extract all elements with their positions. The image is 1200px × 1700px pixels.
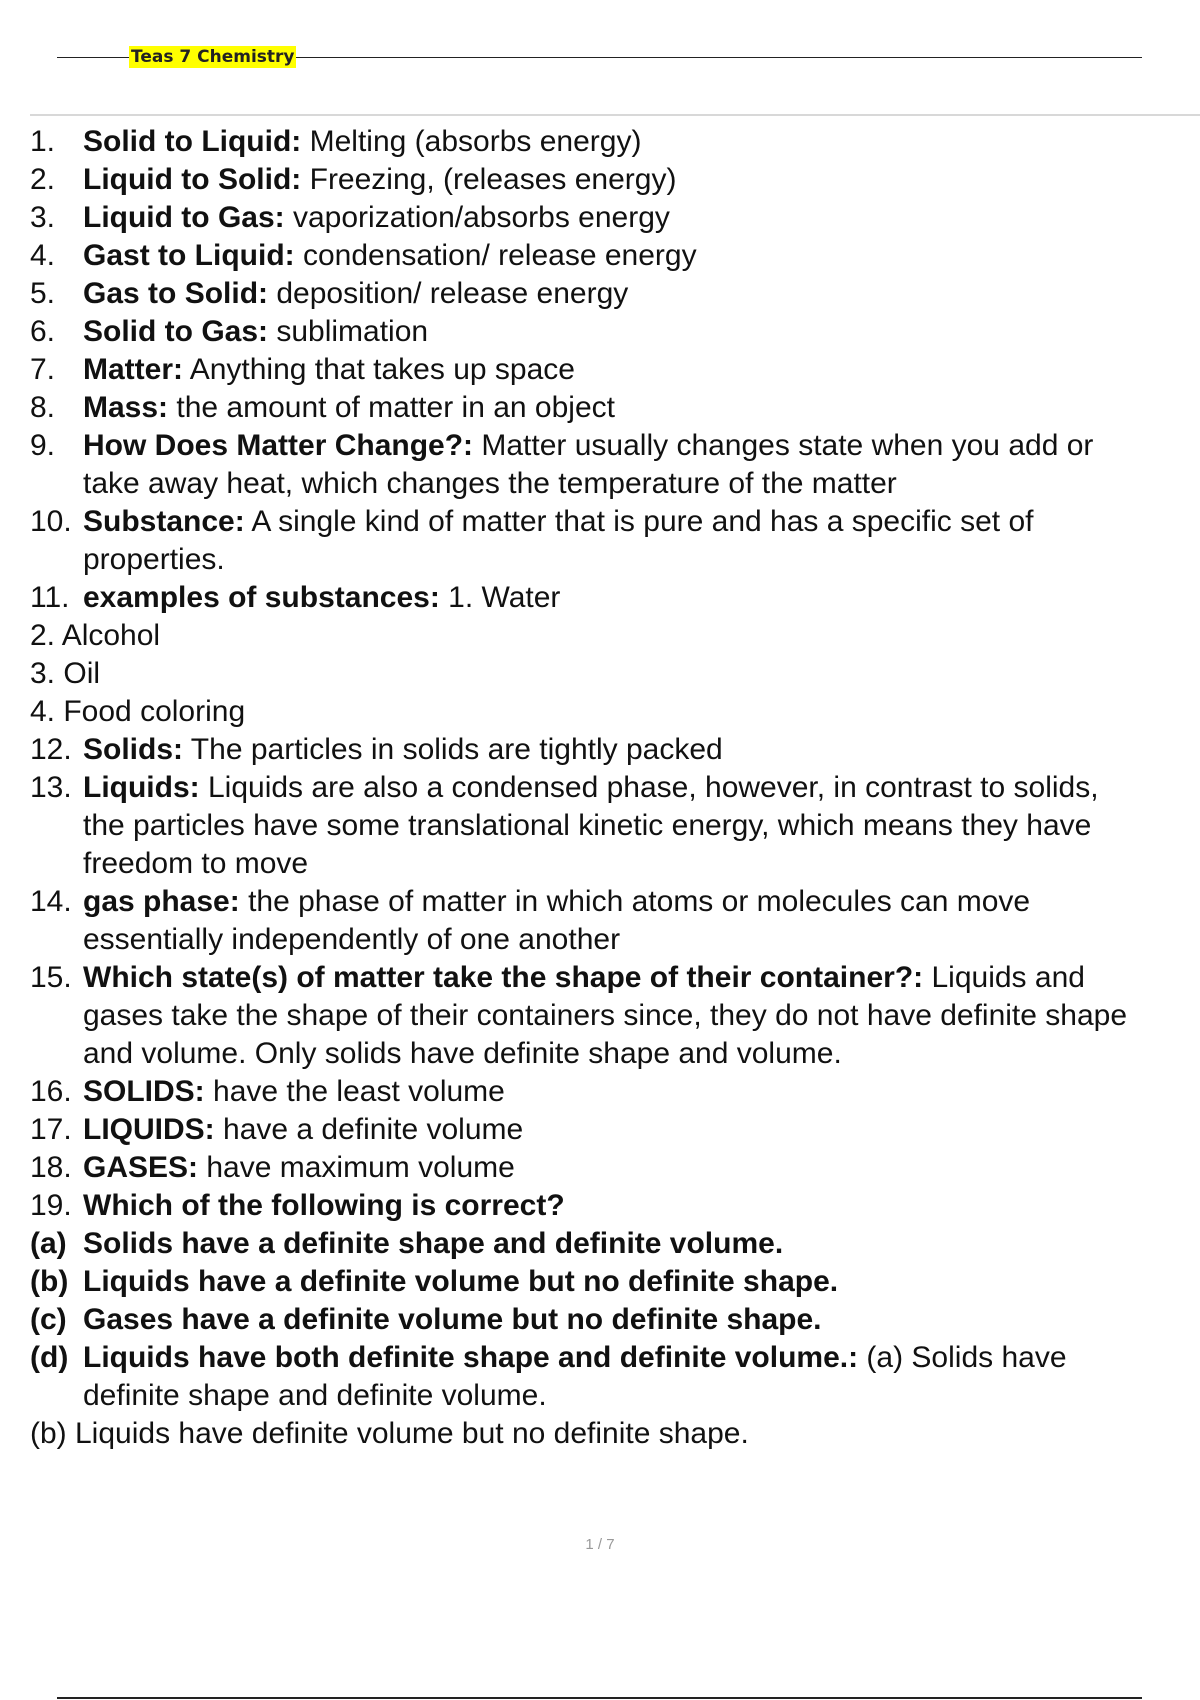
page-number: 1 / 7 — [585, 1536, 615, 1553]
list-item-continuation — [30, 541, 1200, 579]
option-text: Liquids have a definite volume but no definite shape. — [83, 1265, 839, 1298]
item-number: 5. — [30, 277, 56, 310]
list-item — [30, 313, 1200, 351]
item-definition-continued: freedom to move — [83, 847, 309, 880]
sub-item: 4. Food coloring — [30, 695, 246, 728]
item-number: 10. — [30, 505, 72, 538]
item-number: 9. — [30, 429, 56, 462]
item-definition: vaporization/absorbs energy — [284, 201, 670, 234]
item-number: 14. — [30, 885, 72, 918]
item-term: Solids: — [83, 733, 184, 766]
item-number: 4. — [30, 239, 56, 272]
item-number: 12. — [30, 733, 72, 766]
footer-rule — [57, 1697, 1142, 1699]
item-term: Solid to Gas: — [83, 315, 269, 348]
list-item-continuation — [30, 997, 1200, 1035]
item-number: 19. — [30, 1189, 72, 1222]
item-definition-continued: and volume. Only solids have definite shape and volume. — [83, 1037, 842, 1070]
item-term: SOLIDS: — [83, 1075, 205, 1108]
item-definition: condensation/ release energy — [294, 239, 697, 272]
list-item — [30, 655, 1200, 693]
item-number: 13. — [30, 771, 72, 804]
item-definition: deposition/ release energy — [268, 277, 629, 310]
item-term: How Does Matter Change?: — [83, 429, 474, 462]
list-item — [30, 351, 1200, 389]
list-item — [30, 1415, 1200, 1453]
item-term: Substance: — [83, 505, 245, 538]
list-item-continuation — [30, 1377, 1200, 1415]
list-item — [30, 123, 1200, 161]
item-number: 6. — [30, 315, 56, 348]
answer-line: (b) Liquids have definite volume but no definite shape. — [30, 1417, 749, 1450]
list-item-continuation — [30, 921, 1200, 959]
item-number: 3. — [30, 201, 56, 234]
item-number: 7. — [30, 353, 56, 386]
flashcard-list — [30, 123, 1200, 1453]
list-item — [30, 959, 1200, 997]
list-item — [30, 731, 1200, 769]
item-term: Liquid to Gas: — [83, 201, 285, 234]
item-definition: Melting (absorbs energy) — [301, 125, 642, 158]
item-definition: sublimation — [268, 315, 429, 348]
item-definition-continued: properties. — [83, 543, 225, 576]
item-definition: Liquids and — [923, 961, 1085, 994]
list-item — [30, 389, 1200, 427]
list-item-continuation — [30, 807, 1200, 845]
list-item — [30, 1339, 1200, 1377]
document-title: Teas 7 Chemistry — [131, 47, 295, 67]
option-text: Liquids have both definite shape and definite volume.: — [83, 1341, 859, 1374]
item-number: 8. — [30, 391, 56, 424]
item-definition-continued: the particles have some translational kinetic energy, which means they have — [83, 809, 1092, 842]
item-number: 18. — [30, 1151, 72, 1184]
item-term: Gast to Liquid: — [83, 239, 295, 272]
item-definition: (a) Solids have — [858, 1341, 1067, 1374]
item-definition: The particles in solids are tightly packed — [183, 733, 723, 766]
list-item — [30, 237, 1200, 275]
item-term: gas phase: — [83, 885, 240, 918]
list-item-continuation — [30, 1035, 1200, 1073]
list-item — [30, 1149, 1200, 1187]
list-item — [30, 427, 1200, 465]
item-definition-continued: gases take the shape of their containers since, they do not have definite shape — [83, 999, 1128, 1032]
item-definition: Matter usually changes state when you add or — [473, 429, 1094, 462]
item-definition-continued: essentially independently of one another — [83, 923, 621, 956]
list-item — [30, 883, 1200, 921]
item-term: examples of substances: — [83, 581, 440, 614]
item-definition: Freezing, (releases energy) — [301, 163, 677, 196]
list-item — [30, 199, 1200, 237]
item-definition: Anything that takes up space — [183, 353, 575, 386]
item-definition-continued: definite shape and definite volume. — [83, 1379, 547, 1412]
item-term: LIQUIDS: — [83, 1113, 215, 1146]
item-definition-continued: take away heat, which changes the temperature of the matter — [83, 467, 897, 500]
item-number: 15. — [30, 961, 72, 994]
item-definition: Liquids are also a condensed phase, however, in contrast to solids, — [199, 771, 1099, 804]
option-letter: (d) — [30, 1341, 69, 1374]
page-header — [57, 44, 1142, 70]
item-definition: have maximum volume — [198, 1151, 515, 1184]
item-term: Liquid to Solid: — [83, 163, 302, 196]
item-definition: the amount of matter in an object — [168, 391, 615, 424]
list-item — [30, 161, 1200, 199]
option-letter: (a) — [30, 1227, 67, 1260]
item-definition: have the least volume — [204, 1075, 505, 1108]
item-number: 2. — [30, 163, 56, 196]
list-item — [30, 769, 1200, 807]
list-item-continuation — [30, 465, 1200, 503]
sub-item: 2. Alcohol — [30, 619, 161, 652]
list-item — [30, 1225, 1200, 1263]
item-term: Gas to Solid: — [83, 277, 269, 310]
list-item — [30, 1301, 1200, 1339]
item-term: Which of the following is correct? — [83, 1189, 565, 1222]
list-item-continuation — [30, 845, 1200, 883]
item-term: Which state(s) of matter take the shape of their container?: — [83, 961, 924, 994]
item-term: GASES: — [83, 1151, 199, 1184]
list-item — [30, 503, 1200, 541]
option-text: Gases have a definite volume but no definite shape. — [83, 1303, 822, 1336]
header-separator — [30, 114, 1200, 116]
item-definition: have a definite volume — [214, 1113, 524, 1146]
item-definition: A single kind of matter that is pure and has a specific set of — [244, 505, 1034, 538]
sub-item: 3. Oil — [30, 657, 101, 690]
item-definition: the phase of matter in which atoms or molecules can move — [239, 885, 1031, 918]
item-term: Matter: — [83, 353, 184, 386]
list-item — [30, 693, 1200, 731]
item-number: 17. — [30, 1113, 72, 1146]
list-item — [30, 1073, 1200, 1111]
list-item — [30, 1111, 1200, 1149]
item-term: Solid to Liquid: — [83, 125, 302, 158]
list-item — [30, 617, 1200, 655]
option-letter: (b) — [30, 1265, 69, 1298]
item-term: Mass: — [83, 391, 169, 424]
item-definition: 1. Water — [439, 581, 561, 614]
list-item — [30, 1263, 1200, 1301]
option-text: Solids have a definite shape and definite volume. — [83, 1227, 784, 1260]
list-item — [30, 275, 1200, 313]
item-term: Liquids: — [83, 771, 200, 804]
item-number: 1. — [30, 125, 56, 158]
item-number: 16. — [30, 1075, 72, 1108]
item-number: 11. — [30, 581, 70, 614]
list-item — [30, 1187, 1200, 1225]
option-letter: (c) — [30, 1303, 67, 1336]
list-item — [30, 579, 1200, 617]
